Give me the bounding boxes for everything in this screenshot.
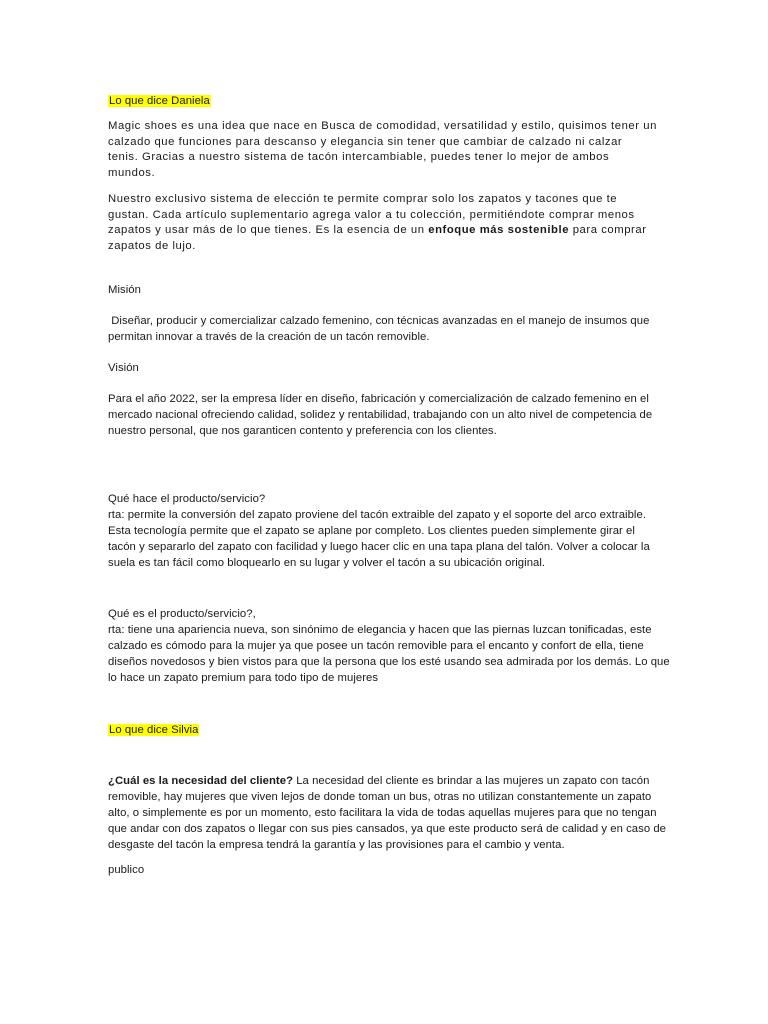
paragraph-line: Nuestro exclusivo sistema de elección te permite comprar solo los zapatos y tacones que te bbox=[108, 193, 618, 205]
text-run: para comprar bbox=[569, 224, 647, 236]
paragraph-line: alto, o simplemente es por un momento, esto facilitara la vida de todas aquellas mujeres para que no tengan bbox=[108, 807, 657, 819]
system-paragraph bbox=[108, 192, 664, 254]
necesidad-paragraph bbox=[108, 773, 667, 853]
highlighted-heading: Lo que dice Silvia bbox=[109, 724, 199, 736]
paragraph-line bbox=[108, 773, 664, 789]
paragraph-line: tenis. Gracias a nuestro sistema de tacón intercambiable, puedes tener lo mejor de ambos bbox=[108, 151, 610, 163]
vision-label: Visión bbox=[108, 362, 139, 374]
bold-phrase: enfoque más sostenible bbox=[428, 224, 570, 236]
que-hace-block bbox=[108, 491, 664, 571]
mision-paragraph bbox=[108, 313, 664, 345]
paragraph-line: que andar con dos zapatos o llegar con sus pies cansados, ya que este producto será de calidad y en caso de bbox=[108, 823, 667, 835]
question-line: Qué hace el producto/servicio? bbox=[108, 493, 266, 505]
paragraph-line: permitan innovar a través de la creación de un tacón removible. bbox=[108, 331, 430, 343]
text-run: zapatos y usar más de lo que tienes. Es la esencia de un bbox=[108, 224, 429, 236]
section-heading-daniela bbox=[108, 93, 664, 109]
section-heading-silvia bbox=[108, 722, 664, 738]
paragraph-line: mercado nacional ofreciendo calidad, solidez y rentabilidad, trabajando con un alto nivel de competencia de bbox=[108, 409, 653, 421]
highlighted-heading: Lo que dice Daniela bbox=[109, 95, 210, 107]
paragraph-line: gustan. Cada artículo suplementario agrega valor a tu colección, permitiéndote comprar menos bbox=[108, 208, 635, 221]
question-line: Qué es el producto/servicio?, bbox=[108, 608, 256, 620]
bold-question: ¿Cuál es la necesidad del cliente? bbox=[108, 775, 294, 787]
paragraph-line: Magic shoes es una idea que nace en Busca de comodidad, versatilidad y estilo, quisimos tener un bbox=[108, 120, 657, 132]
paragraph-line: diseños novedosos y bien vistos para que la persona que los esté usando sea admirada por los demás. Lo que bbox=[108, 656, 670, 668]
paragraph-line: suela es tan fácil como bloquearlo en su lugar y volver el tacón a su ubicación original. bbox=[108, 557, 546, 569]
paragraph-line: desgaste del tacón la empresa tendrá la garantía y las provisiones para el cambio y venta. bbox=[108, 839, 565, 851]
publico-label: publico bbox=[108, 864, 145, 876]
paragraph-line: tacón y separarlo del zapato con facilidad y luego hacer clic en una tapa plana del talón. Volver a colocar la bbox=[108, 541, 650, 553]
paragraph-line: mundos. bbox=[108, 166, 156, 179]
paragraph-line: nuestro personal, que nos garanticen contento y preferencia con los clientes. bbox=[108, 425, 497, 437]
intro-paragraph bbox=[108, 119, 664, 181]
paragraph-line: removible, hay mujeres que viven lejos de donde toman un bus, otras no utilizan constantemente un zapato bbox=[108, 791, 652, 803]
vision-paragraph bbox=[108, 391, 664, 439]
paragraph-line: rta: tiene una apariencia nueva, son sinónimo de elegancia y hacen que las piernas luzcan tonificadas, este bbox=[108, 624, 652, 636]
text-run: La necesidad del cliente es brindar a las mujeres un zapato con tacón bbox=[293, 775, 650, 787]
paragraph-line: lo hace un zapato premium para todo tipo de mujeres bbox=[108, 672, 379, 684]
mision-label: Misión bbox=[108, 284, 141, 296]
paragraph-line bbox=[108, 223, 664, 239]
paragraph-line: calzado es cómodo para la mujer ya que posee un tacón removible para el encanto y confort de ella, tiene bbox=[108, 640, 644, 652]
paragraph-line: calzado que funciones para descanso y elegancia sin tener que cambiar de calzado ni calzar bbox=[108, 135, 623, 148]
paragraph-line: Para el año 2022, ser la empresa líder en diseño, fabricación y comercialización de calzado femenino en el bbox=[108, 393, 649, 405]
paragraph-line: rta: permite la conversión del zapato proviene del tacón extraible del zapato y el soporte del arco extraible. bbox=[108, 509, 647, 521]
que-es-block bbox=[108, 606, 670, 686]
paragraph-line: Diseñar, producir y comercializar calzado femenino, con técnicas avanzadas en el manejo de insumos que bbox=[108, 315, 650, 327]
paragraph-line: Esta tecnología permite que el zapato se aplane por completo. Los clientes pueden simplemente girar el bbox=[108, 525, 635, 537]
paragraph-line: zapatos de lujo. bbox=[108, 239, 196, 252]
